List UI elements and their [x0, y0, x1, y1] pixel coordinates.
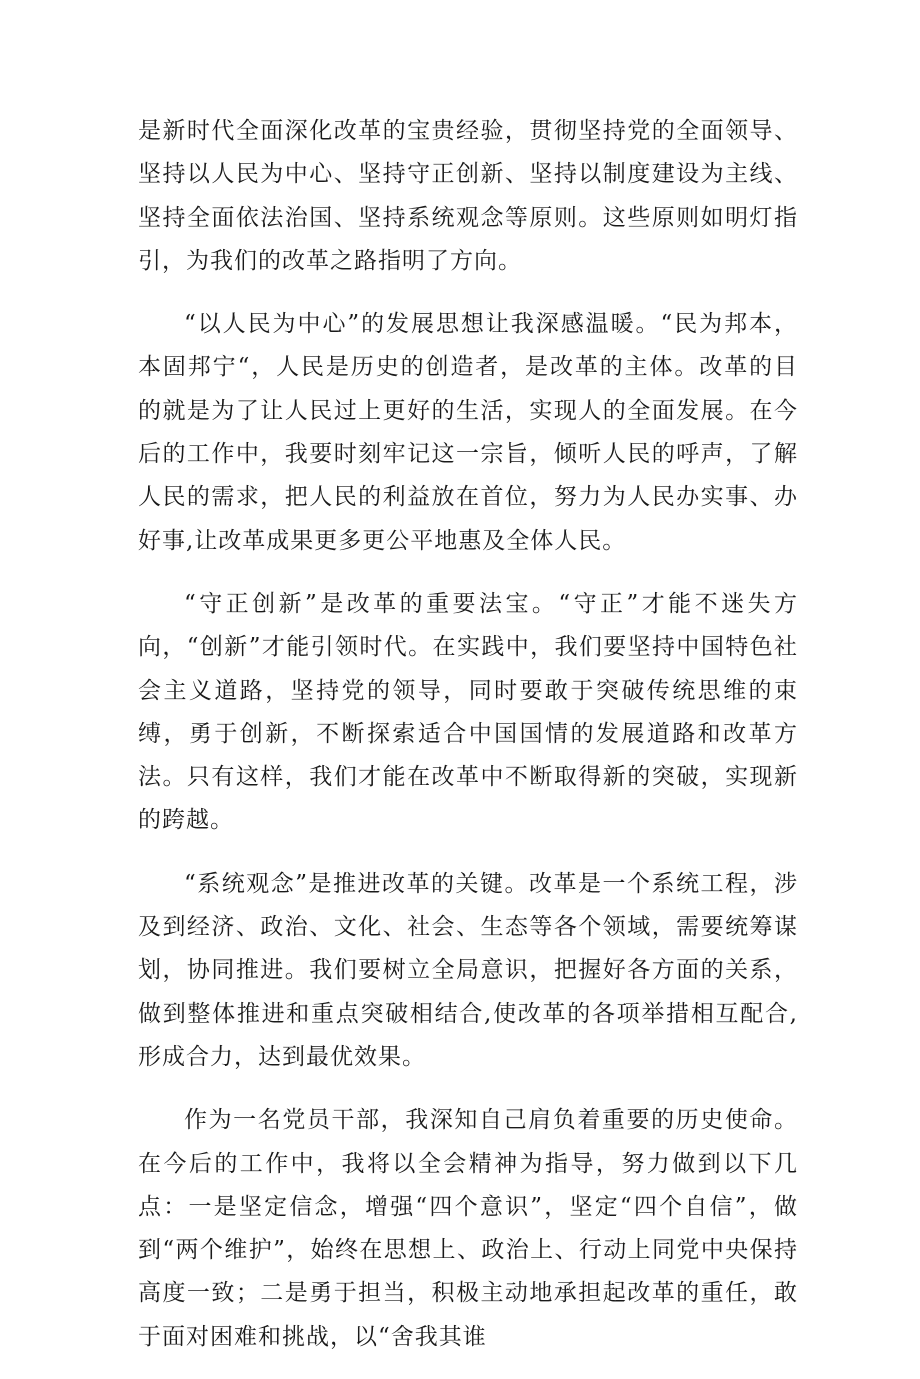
paragraph-1: 是新时代全面深化改革的宝贵经验，贯彻坚持党的全面领导、坚持以人民为中心、坚持守正创新、坚持以制度建设为主线、坚持全面依法治国、坚持系统观念等原则。这些原则如明灯指引，为我们的改革之路指明了方向。: [138, 118, 798, 274]
document-body: [138, 110, 798, 1379]
paragraph-4: “系统观念”是推进改革的关键。改革是一个系统工程，涉及到经济、政治、文化、社会、生态等各个领域，需要统筹谋划，协同推进。我们要树立全局意识，把握好各方面的关系，做到整体推进和重点突破相结合,使改革的各项举措相互配合,形成合力，达到最优效果。: [138, 870, 798, 1070]
paragraph-3: “守正创新”是改革的重要法宝。“守正”才能不迷失方向，“创新”才能引领时代。在实践中，我们要坚持中国特色社会主义道路，坚持党的领导，同时要敢于突破传统思维的束缚，勇于创新，不断探索适合中国国情的发展道路和改革方法。只有这样，我们才能在改革中不断取得新的突破，实现新的跨越。: [138, 590, 798, 834]
paragraph-2: “以人民为中心”的发展思想让我深感温暖。“民为邦本，本固邦宁“，人民是历史的创造者，是改革的主体。改革的目的就是为了让人民过上更好的生活，实现人的全面发展。在今后的工作中，我要时刻牢记这一宗旨，倾听人民的呼声，了解人民的需求，把人民的利益放在首位，努力为人民办实事、办好事,让改革成果更多更公平地惠及全体人民。: [138, 311, 798, 554]
paragraph-5: 作为一名党员干部，我深知自己肩负着重要的历史使命。在今后的工作中，我将以全会精神为指导，努力做到以下几点：一是坚定信念，增强“四个意识”，坚定“四个自信”，做到“两个维护”，始终在思想上、政治上、行动上同党中央保持高度一致；二是勇于担当，积极主动地承担起改革的重任，敢于面对困难和挑战，以“舍我其谁: [138, 1107, 798, 1350]
